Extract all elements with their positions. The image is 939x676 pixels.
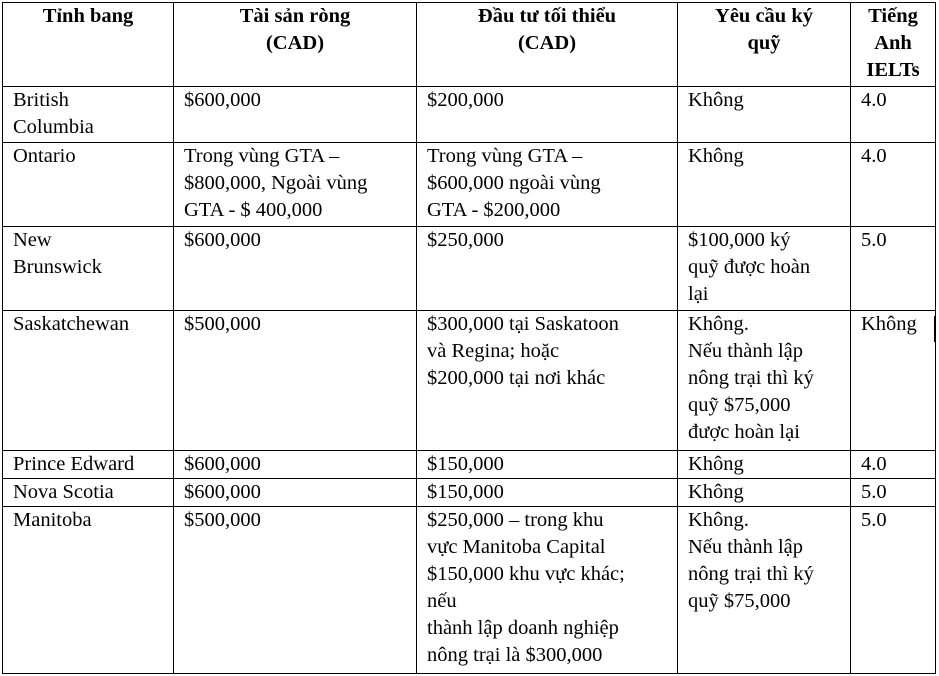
cell-text-line: được hoàn lại [688, 421, 800, 443]
cell-text-line: nếu [427, 590, 457, 612]
deposit-header [678, 3, 851, 87]
cell-text-line: Nếu thành lập [688, 536, 803, 558]
deposit-cell [678, 507, 851, 674]
net-worth-cell [174, 143, 417, 227]
header-text-line: quỹ [747, 32, 781, 54]
cell-text-line: 5.0 [861, 509, 887, 531]
cell-text-line: 5.0 [861, 229, 887, 251]
cell-text-line: $600,000 [184, 89, 261, 111]
cell-text-line: vực Manitoba Capital [427, 536, 606, 558]
ielts-cell [851, 143, 936, 227]
cell-text-line: nông trại thì ký [688, 563, 814, 585]
cell-text-line: Không [688, 453, 744, 475]
ielts-cell [851, 227, 936, 311]
cell-text-line: quỹ $75,000 [688, 394, 791, 416]
min-investment-cell [417, 143, 678, 227]
min-investment-cell [417, 479, 678, 507]
ielts-cell [851, 87, 936, 143]
header-text-line: Tỉnh bang [42, 5, 134, 27]
cell-text-line: Không. [688, 509, 749, 531]
cell-text-line: Nova Scotia [13, 481, 114, 503]
net-worth-cell [174, 479, 417, 507]
table-row [3, 87, 936, 143]
ielts-cell [851, 507, 936, 674]
cell-text-line: $250,000 [427, 229, 504, 251]
cell-text-line: thành lập doanh nghiệp [427, 617, 619, 639]
min-investment-cell [417, 87, 678, 143]
cell-text-line: Không [861, 313, 917, 335]
cell-text-line: và Regina; hoặc [427, 340, 560, 362]
deposit-cell [678, 87, 851, 143]
cell-text-line: $600,000 ngoài vùng [427, 172, 601, 194]
cell-text-line: Không [688, 89, 744, 111]
deposit-cell [678, 311, 851, 451]
cell-text-line: Manitoba [13, 509, 92, 531]
province-cell [3, 507, 174, 674]
cell-text-line: Saskatchewan [13, 313, 130, 335]
cell-text-line: 4.0 [861, 89, 887, 111]
cell-text-line: 4.0 [861, 145, 887, 167]
cell-text-line: quỹ được hoàn [688, 256, 811, 278]
ielts-cell [851, 311, 936, 451]
cell-text-line: $150,000 khu vực khác; [427, 563, 625, 585]
net-worth-cell [174, 507, 417, 674]
table-row [3, 479, 936, 507]
province-cell [3, 311, 174, 451]
cell-text-line: $600,000 [184, 453, 261, 475]
cell-text-line: GTA - $200,000 [427, 199, 561, 221]
deposit-cell [678, 451, 851, 479]
ielts-cell [851, 451, 936, 479]
table-row [3, 451, 936, 479]
net-worth-header [174, 3, 417, 87]
cell-text-line: Không [688, 145, 744, 167]
header-text-line: IELTs [866, 59, 920, 81]
cell-text-line: 4.0 [861, 453, 887, 475]
header-text-line: Anh [874, 32, 912, 54]
cell-text-line: New [13, 229, 52, 251]
cell-text-line: $600,000 [184, 229, 261, 251]
min-investment-cell [417, 507, 678, 674]
cell-text-line: $150,000 [427, 453, 504, 475]
header-text-line: Yêu cầu ký [715, 5, 813, 27]
header-text-line: (CAD) [517, 32, 577, 54]
net-worth-cell [174, 87, 417, 143]
cell-text-line: $600,000 [184, 481, 261, 503]
ielts-header [851, 3, 936, 87]
cell-text-line: Trong vùng GTA – [184, 145, 340, 167]
cell-text-line: British [13, 89, 69, 111]
cell-text-line: nông trại thì ký [688, 367, 814, 389]
cell-text-line: GTA - $ 400,000 [184, 199, 323, 221]
table-row [3, 227, 936, 311]
min-investment-cell [417, 451, 678, 479]
cell-text-line: $300,000 tại Saskatoon [427, 313, 619, 335]
header-row [3, 3, 936, 87]
cell-text-line: Brunswick [13, 256, 102, 278]
header-text-line: Tài sản ròng [239, 5, 351, 27]
cell-text-line: $500,000 [184, 509, 261, 531]
cell-text-line: nông trại là $300,000 [427, 644, 603, 666]
province-comparison-table [2, 2, 936, 674]
province-cell [3, 143, 174, 227]
province-header [3, 3, 174, 87]
cell-text-line: lại [688, 283, 709, 305]
header-text-line: Đầu tư tối thiểu [477, 5, 617, 27]
cell-text-line: $200,000 tại nơi khác [427, 367, 606, 389]
cell-text-line: Không. [688, 313, 749, 335]
cell-text-line: $100,000 ký [688, 229, 791, 251]
cell-text-line: Columbia [13, 116, 94, 138]
table-row [3, 311, 936, 451]
province-cell [3, 227, 174, 311]
table-body [3, 87, 936, 674]
table-row [3, 507, 936, 674]
text-cursor-mark [934, 316, 935, 342]
cell-text-line: Prince Edward [13, 453, 135, 475]
cell-text-line: Trong vùng GTA – [427, 145, 583, 167]
table-row [3, 143, 936, 227]
net-worth-cell [174, 311, 417, 451]
cell-text-line: $250,000 – trong khu [427, 509, 604, 531]
province-cell [3, 451, 174, 479]
cell-text-line: Nếu thành lập [688, 340, 803, 362]
cell-text-line: $800,000, Ngoài vùng [184, 172, 368, 194]
cell-text-line: $200,000 [427, 89, 504, 111]
deposit-cell [678, 227, 851, 311]
cell-text-line: $150,000 [427, 481, 504, 503]
min-investment-cell [417, 227, 678, 311]
min-investment-header [417, 3, 678, 87]
cell-text-line: $500,000 [184, 313, 261, 335]
province-cell [3, 479, 174, 507]
deposit-cell [678, 143, 851, 227]
deposit-cell [678, 479, 851, 507]
header-text-line: (CAD) [265, 32, 325, 54]
ielts-cell [851, 479, 936, 507]
cell-text-line: Ontario [13, 145, 76, 167]
net-worth-cell [174, 227, 417, 311]
cell-text-line: quỹ $75,000 [688, 590, 791, 612]
net-worth-cell [174, 451, 417, 479]
province-cell [3, 87, 174, 143]
min-investment-cell [417, 311, 678, 451]
cell-text-line: 5.0 [861, 481, 887, 503]
cell-text-line: Không [688, 481, 744, 503]
header-text-line: Tiếng [868, 5, 918, 27]
